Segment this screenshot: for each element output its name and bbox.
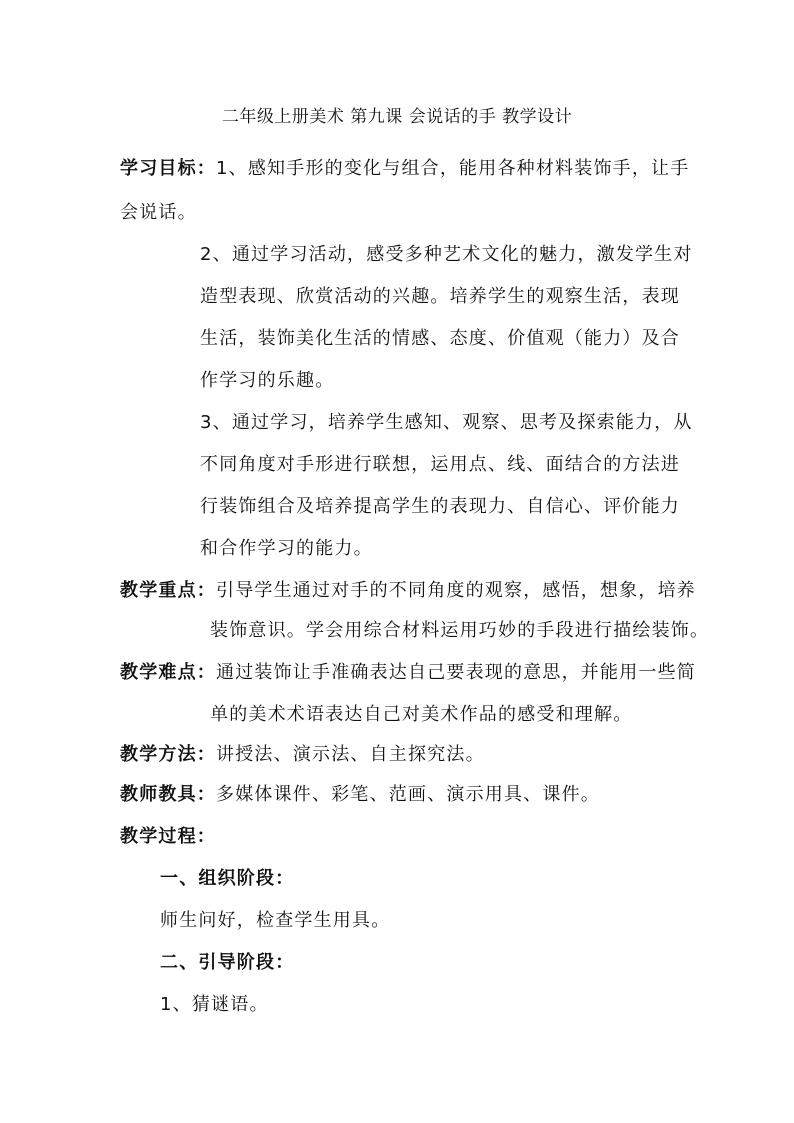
methods-line [120,742,485,768]
process-label: 教学过程： [120,826,216,847]
objective-1-text: 1、感知手形的变化与组合，能用各种材料装饰手，让手 [216,158,690,179]
section-2-heading: 二、引导阶段： [160,952,295,973]
objectives-label: 学习目标： [120,158,216,179]
objective-3-line-4: 和合作学习的能力。 [200,538,373,559]
difficulties-line-2: 单的美术术语表达自己对美术作品的感受和理解。 [210,704,633,725]
document-title: 二年级上册美术 第九课 会说话的手 教学设计 [221,107,573,127]
tools-text: 多媒体课件、彩笔、范画、演示用具、课件。 [216,784,600,805]
key-points-label: 教学重点： [120,580,216,601]
objective-2-line-4: 作学习的乐趣。 [200,370,335,391]
methods-label: 教学方法： [120,744,216,765]
objective-1-continuation: 会说话。 [120,202,197,223]
section-1-heading: 一、组织阶段： [160,868,295,889]
objective-2-line-1: 2、通过学习活动，感受多种艺术文化的魅力，激发学生对 [200,244,693,265]
key-points-line-2: 装饰意识。学会用综合材料运用巧妙的手段进行描绘装饰。 [210,620,710,641]
objective-2-line-3: 生活，装饰美化生活的情感、态度、价值观（能力）及合 [200,328,680,349]
objective-2-line-2: 造型表现、欣赏活动的兴趣。培养学生的观察生活，表现 [200,286,680,307]
difficulties-text: 通过装饰让手准确表达自己要表现的意思，并能用一些简 [216,662,696,683]
tools-label: 教师教具： [120,784,216,805]
methods-text: 讲授法、演示法、自主探究法。 [216,744,485,765]
tools-line [120,782,600,808]
section-2-item-1: 1、猜谜语。 [160,994,269,1015]
objective-3-line-3: 行装饰组合及培养提高学生的表现力、自信心、评价能力 [200,496,680,517]
difficulties-label: 教学难点： [120,662,216,683]
difficulties-line-1 [120,660,696,686]
key-points-text: 引导学生通过对手的不同角度的观察，感悟，想象，培养 [216,580,696,601]
section-1-text: 师生问好，检查学生用具。 [160,910,391,931]
objective-3-line-1: 3、通过学习，培养学生感知、观察、思考及探索能力，从 [200,412,693,433]
objective-3-line-2: 不同角度对手形进行联想，运用点、线、面结合的方法进 [200,454,680,475]
objectives-line-1 [120,156,689,182]
key-points-line-1 [120,578,696,604]
